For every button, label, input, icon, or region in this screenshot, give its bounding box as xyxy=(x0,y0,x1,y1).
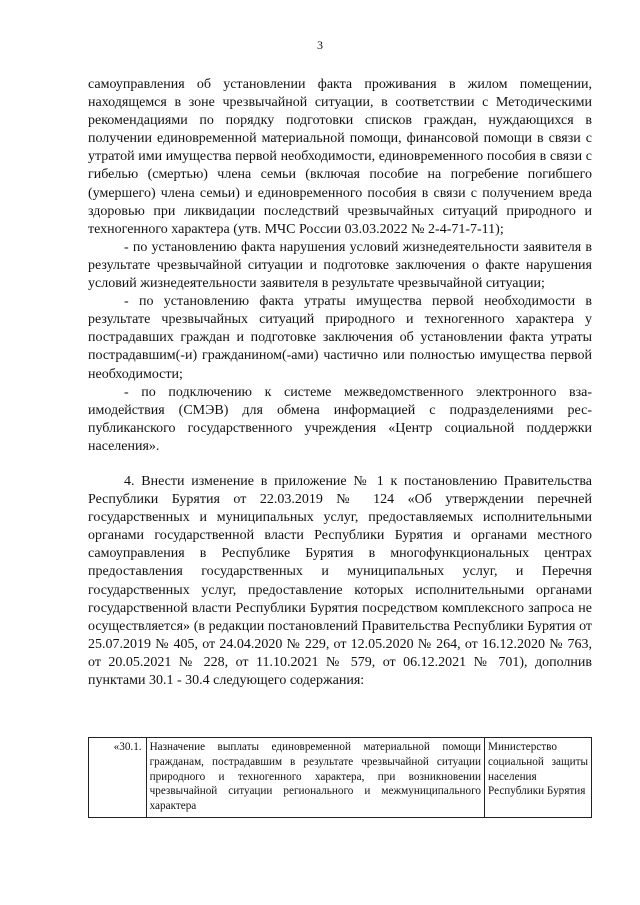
responsible-organization: Министерство социальной защиты населения Республики Бурятия xyxy=(485,738,592,818)
row-number: «30.1. xyxy=(89,738,147,818)
paragraph-living-conditions: - по установлению факта нарушения условий жизнедеятельности заявителя в результате чрезвычайной ситуации и подготовке заключения о факте нарушения условий жизнедеятельности заявителя в результате чрезвычайной ситуации; xyxy=(88,239,592,292)
services-table xyxy=(88,737,592,818)
service-name: Назначение выплаты единовременной материальной помощи гражданам, пострадавшим в результате чрезвычайной ситуации природного и техногенного характера, при возникновении чрезвычайной ситуации регионального и межмуниципального характера xyxy=(146,738,484,818)
paragraph-item-4-amendment: 4. Внести изменение в приложение № 1 к постановлению Правительства Республики Бурятия от 22.03.2019 № 124 «Об утверждении перечней государственных и муниципальных услуг, предоставляемых исполнительными органами государственной власти Республики Бурятия и органами местного самоуправления в Республике Бурятия в многофункциональных центрах предоставления государственных и муниципальных услуг, и Перечня государственных услуг, предоставление которых исполнительными органами государственной власти Республики Бурятия посредством комплексного запроса не осуществляется» (в редакции постановлений Правительства Республики Бурятия от 25.07.2019 № 405, от 24.04.2020 № 229, от 12.05.2020 № 264, от 16.12.2020 № 763, от 20.05.2021 № 228, от 11.10.2021 № 579, от 06.12.2021 № 701), дополнив пунктами 30.1 - 30.4 следующего содержания: xyxy=(88,473,592,688)
page-number: 3 xyxy=(317,38,323,52)
paragraph-smev-connection: - по подключению к системе межведомственного электронного взаимодействия (СМЭВ) для обмена информацией с подразделениями республиканского государственного учреждения «Центр социальной поддержки населения». xyxy=(88,384,592,454)
paragraph-methodical-recommendations: самоуправления об установлении факта проживания в жилом помещении, находящемся в зоне чрезвычайной ситуации, в соответствии с Методическими рекомендациями по порядку подготовки списков граждан, нуждающихся в получении единовременной материальной помощи, финансовой помощи в связи с утратой ими имущества первой необходимости, единовременного пособия в связи с гибелью (смертью) члена семьи (включая пособие на погребение погибшего (умершего) члена семьи) и единовременного пособия в связи с получением вреда здоровью при ликвидации последствий чрезвычайных ситуаций природного и техногенного характера (утв. МЧС России 03.03.2022 № 2-4-71-7-11); xyxy=(88,77,592,237)
document-body xyxy=(88,76,592,690)
paragraph-property-loss: - по установлению факта утраты имущества первой необходимости в результате чрезвычайных ситуаций природного и техногенного характера у пострадавших граждан и подготовке заключения об установлении факта утраты пострадавшим(-и) гражданином(-ами) частично или полностью имущества первой необходимости; xyxy=(88,294,592,382)
table-row xyxy=(89,738,592,818)
